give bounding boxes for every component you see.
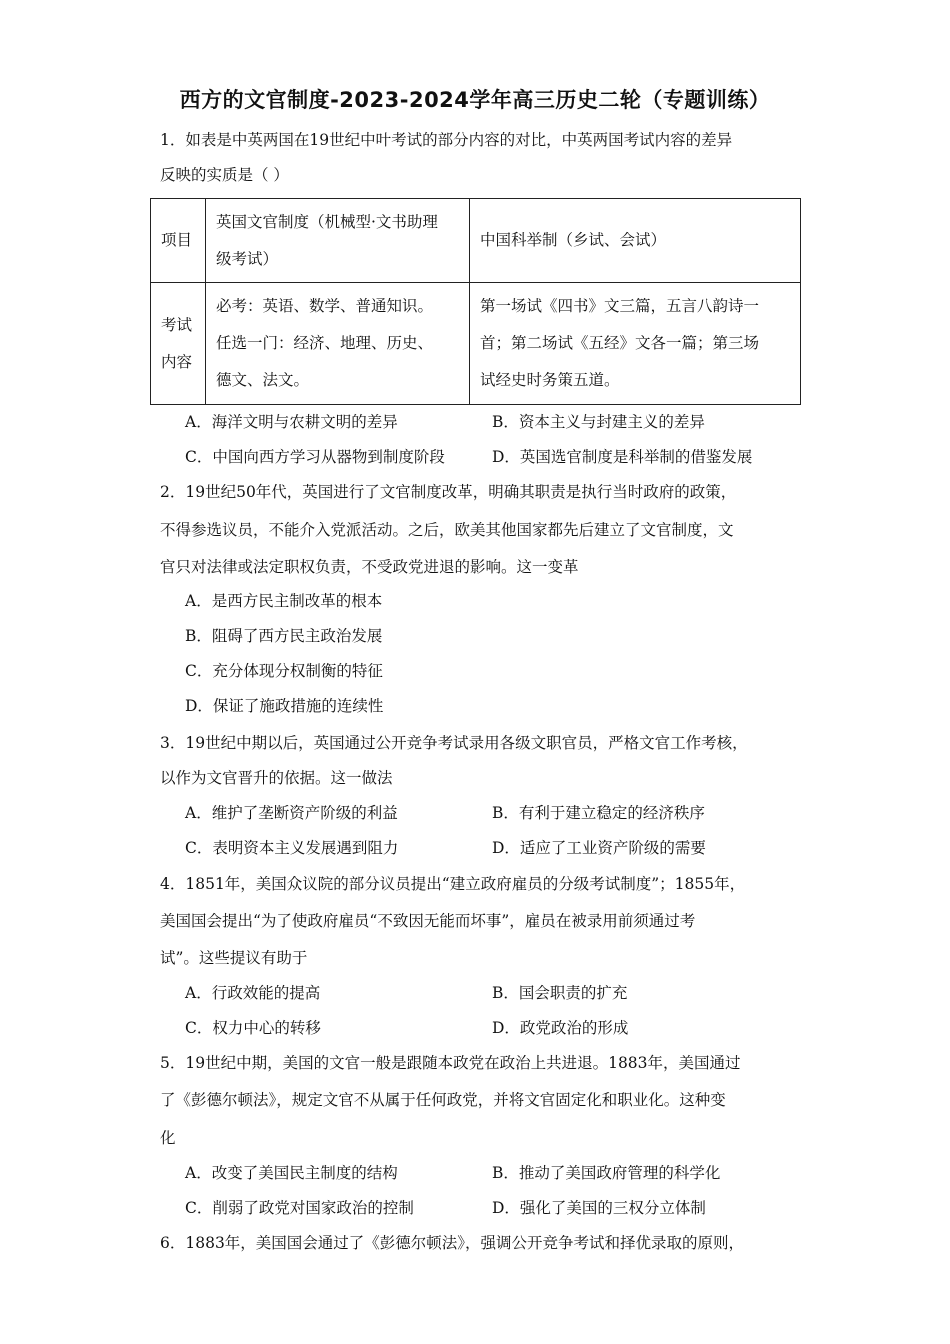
q3-stem-line2: 以作为文官晋升的依据。这一做法 [160,769,393,787]
cn-line3: 试经史时务策五道。 [480,371,620,389]
q3-option-c[interactable]: C．表明资本主义发展遇到阻力 [185,839,399,857]
table-header-item: 项目 [151,199,206,283]
q4-option-d[interactable]: D．政党政治的形成 [492,1019,629,1037]
q5-option-c[interactable]: C．削弱了政党对国家政治的控制 [185,1199,414,1217]
q3-option-d[interactable]: D．适应了工业资产阶级的需要 [492,839,706,857]
q3-option-b[interactable]: B．有利于建立稳定的经济秩序 [492,804,705,822]
uk-line3: 德文、法文。 [216,371,310,389]
table-row [151,283,801,405]
table-row [151,199,801,283]
q2-option-b[interactable]: B．阻碍了西方民主政治发展 [185,627,383,645]
cn-line2: 首；第二场试《五经》文各一篇；第三场 [480,334,760,352]
q6-stem-line1: 6．1883年，美国国会通过了《彭德尔顿法》，强调公开竞争考试和择优录取的原则， [160,1234,745,1252]
q5-stem-line3: 化 [160,1129,176,1147]
table-header-uk-line2: 级考试） [216,249,279,268]
q5-stem-line1: 5．19世纪中期，美国的文官一般是跟随本政党在政治上共进退。1883年，美国通过 [160,1054,741,1072]
q5-option-b[interactable]: B．推动了美国政府管理的科学化 [492,1164,721,1182]
row-label-line2: 内容 [161,352,193,371]
q2-stem-line2: 不得参选议员，不能介入党派活动。之后，欧美其他国家都先后建立了文官制度，文 [160,521,734,539]
q1-stem-line1: 1．如表是中英两国在19世纪中叶考试的部分内容的对比，中英两国考试内容的差异 [160,131,733,149]
q1-comparison-table [150,198,801,405]
q4-stem-line3: 试”。这些提议有助于 [160,949,308,967]
table-header-uk [206,199,470,283]
table-cell-cn [470,283,801,405]
q1-option-a[interactable]: A．海洋文明与农耕文明的差异 [185,413,398,431]
document-title: 西方的文官制度-2023-2024学年高三历史二轮（专题训练） [179,88,771,112]
table-header-uk-line1: 英国文官制度（机械型·文书助理 [216,212,438,231]
q4-option-b[interactable]: B．国会职责的扩充 [492,984,628,1002]
uk-line1: 必考：英语、数学、普通知识。 [216,297,434,315]
q1-option-c[interactable]: C．中国向西方学习从器物到制度阶段 [185,448,445,466]
q3-stem-line1: 3．19世纪中期以后，英国通过公开竞争考试录用各级文职官员，严格文官工作考核， [160,734,748,752]
q4-option-c[interactable]: C．权力中心的转移 [185,1019,321,1037]
cn-line1: 第一场试《四书》文三篇，五言八韵诗一 [480,297,760,315]
q2-option-d[interactable]: D．保证了施政措施的连续性 [185,697,384,715]
q5-option-a[interactable]: A．改变了美国民主制度的结构 [185,1164,398,1182]
q2-stem-line1: 2．19世纪50年代，英国进行了文官制度改革，明确其职责是执行当时政府的政策， [160,483,737,501]
q1-option-b[interactable]: B．资本主义与封建主义的差异 [492,413,705,431]
q5-stem-line2: 了《彭德尔顿法》，规定文官不从属于任何政党，并将文官固定化和职业化。这种变 [160,1091,726,1109]
table-row-label [151,283,206,405]
q5-option-d[interactable]: D．强化了美国的三权分立体制 [492,1199,706,1217]
q2-option-a[interactable]: A．是西方民主制改革的根本 [185,592,383,610]
q3-option-a[interactable]: A．维护了垄断资产阶级的利益 [185,804,398,822]
q4-option-a[interactable]: A．行政效能的提高 [185,984,321,1002]
q2-stem-line3: 官只对法律或法定职权负责，不受政党进退的影响。这一变革 [160,558,579,576]
q4-stem-line1: 4．1851年，美国众议院的部分议员提出“建立政府雇员的分级考试制度”；1855年， [160,875,746,893]
q1-stem-line2: 反映的实质是（ ） [160,166,289,184]
q1-option-d[interactable]: D．英国选官制度是科举制的借鉴发展 [492,448,753,466]
row-label-line1: 考试 [161,315,193,334]
table-header-cn: 中国科举制（乡试、会试） [470,199,801,283]
table-cell-uk [206,283,470,405]
uk-line2: 任选一门：经济、地理、历史、 [216,334,434,352]
q2-option-c[interactable]: C．充分体现分权制衡的特征 [185,662,383,680]
q4-stem-line2: 美国国会提出“为了使政府雇员“不致因无能而坏事”，雇员在被录用前须通过考 [160,912,696,930]
